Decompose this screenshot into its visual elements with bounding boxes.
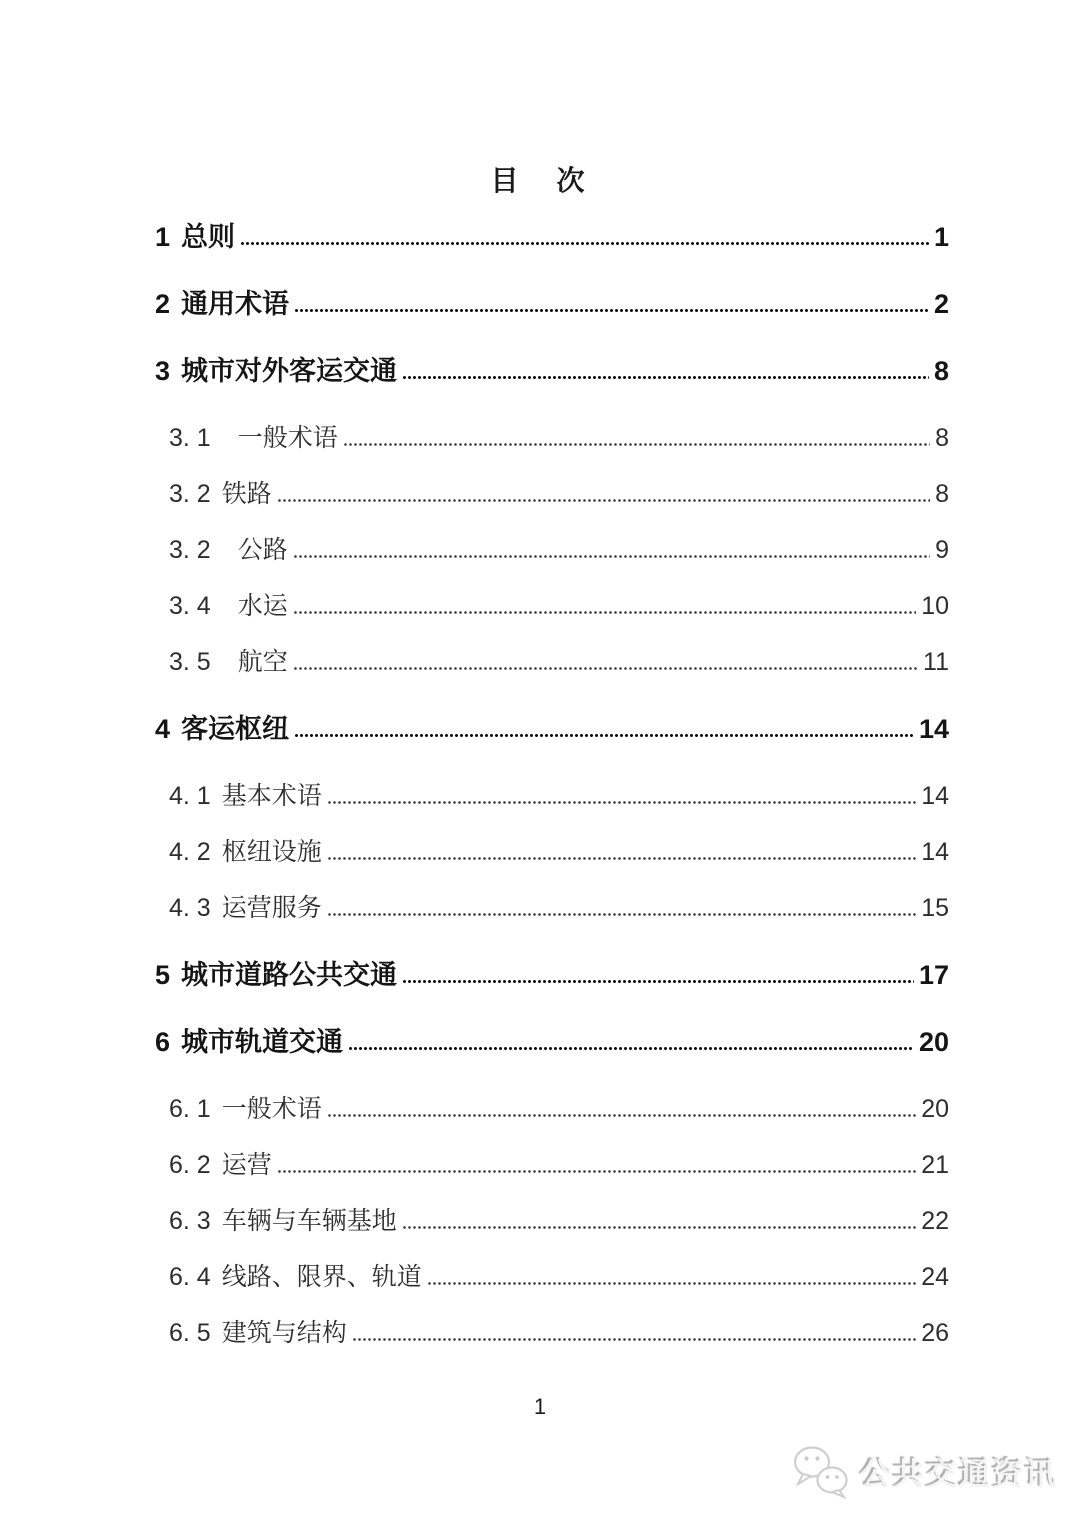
toc-entry <box>155 1150 949 1180</box>
toc-entry-number: 3. 2 <box>169 480 211 508</box>
toc-entry-number: 6. 1 <box>169 1095 211 1123</box>
toc-entry-page: 8 <box>933 356 949 386</box>
toc-entry <box>155 960 949 990</box>
toc-entry-page: 20 <box>921 1095 949 1123</box>
toc-entry-number: 3. 5 <box>169 648 211 676</box>
toc-entry-number: 3 <box>155 356 171 386</box>
toc-entry <box>155 781 949 811</box>
toc-entry <box>155 1027 949 1057</box>
toc-entry <box>155 356 949 386</box>
toc-entry-number: 6. 2 <box>169 1151 211 1179</box>
toc-entry <box>155 893 949 923</box>
toc-entry <box>155 1094 949 1124</box>
dot-leader <box>294 555 930 558</box>
toc-entry-number: 6. 5 <box>169 1319 211 1347</box>
toc-entry-title: 城市对外客运交通 <box>181 356 398 386</box>
toc-entry-number: 4 <box>155 714 171 744</box>
toc-entry-page: 8 <box>935 480 949 508</box>
toc-entry-page: 9 <box>935 536 949 564</box>
toc-entry-title: 运营 <box>221 1151 272 1179</box>
toc-entry-page: 22 <box>921 1207 949 1235</box>
toc-entry-number: 6. 4 <box>169 1263 211 1291</box>
toc-entry-number: 4. 2 <box>169 838 211 866</box>
toc-entry <box>155 714 949 744</box>
dot-leader <box>241 242 929 245</box>
toc-entry-title: 公路 <box>237 536 288 564</box>
toc-entry-number: 6 <box>155 1027 171 1057</box>
toc-entry-title: 一般术语 <box>237 424 338 452</box>
toc-entry-number: 3. 1 <box>169 424 211 452</box>
toc-entry-title: 一般术语 <box>221 1095 322 1123</box>
watermark <box>790 1443 1058 1499</box>
toc-entry-title: 客运枢纽 <box>181 714 290 744</box>
dot-leader <box>295 309 929 312</box>
toc-entry-number: 3. 2 <box>169 536 211 564</box>
toc-entry <box>155 535 949 565</box>
toc-entry-page: 11 <box>923 648 949 676</box>
toc-entry-title: 枢纽设施 <box>221 838 322 866</box>
dot-leader <box>353 1338 916 1341</box>
toc-entry-title: 车辆与车辆基地 <box>221 1207 397 1235</box>
dot-leader <box>278 1170 916 1173</box>
toc-entry-page: 20 <box>918 1027 949 1057</box>
dot-leader <box>328 857 916 860</box>
toc-entry <box>155 423 949 453</box>
page-title: 目 次 <box>490 165 590 196</box>
dot-leader <box>294 611 916 614</box>
toc-entry-page: 24 <box>921 1263 949 1291</box>
toc-entry-title: 线路、限界、轨道 <box>221 1263 422 1291</box>
toc-entry-title: 铁路 <box>221 480 272 508</box>
toc-entry-title: 水运 <box>237 592 288 620</box>
toc-entry-page: 14 <box>921 838 949 866</box>
toc-entry-page: 10 <box>921 592 949 620</box>
toc-entry <box>155 1318 949 1348</box>
toc-entry-page: 8 <box>935 424 949 452</box>
table-of-contents <box>155 222 949 1374</box>
toc-entry-page: 15 <box>921 894 949 922</box>
toc-entry-title: 建筑与结构 <box>221 1319 347 1347</box>
toc-entry-page: 1 <box>933 222 949 252</box>
dot-leader <box>294 667 918 670</box>
toc-entry <box>155 479 949 509</box>
dot-leader <box>403 980 914 983</box>
toc-entry-title: 通用术语 <box>181 289 290 319</box>
toc-entry-number: 4. 1 <box>169 782 211 810</box>
toc-entry-number: 3. 4 <box>169 592 211 620</box>
toc-entry <box>155 837 949 867</box>
toc-entry-page: 14 <box>918 714 949 744</box>
dot-leader <box>328 1114 916 1117</box>
toc-entry-number: 4. 3 <box>169 894 211 922</box>
dot-leader <box>428 1282 916 1285</box>
toc-entry-page: 2 <box>933 289 949 319</box>
toc-entry <box>155 591 949 621</box>
dot-leader <box>328 801 916 804</box>
toc-entry-page: 21 <box>921 1151 949 1179</box>
watermark-label: 公共交通资讯 <box>860 1456 1058 1492</box>
dot-leader <box>295 734 914 737</box>
toc-entry-number: 1 <box>155 222 171 252</box>
toc-entry <box>155 289 949 319</box>
toc-entry <box>155 222 949 252</box>
dot-leader <box>349 1047 914 1050</box>
toc-entry-title: 航空 <box>237 648 288 676</box>
toc-entry-page: 17 <box>918 960 949 990</box>
dot-leader <box>328 913 916 916</box>
dot-leader <box>403 376 929 379</box>
toc-entry-title: 基本术语 <box>221 782 322 810</box>
toc-entry-page: 14 <box>921 782 949 810</box>
toc-entry-number: 2 <box>155 289 171 319</box>
toc-entry-number: 6. 3 <box>169 1207 211 1235</box>
toc-entry-title: 城市道路公共交通 <box>181 960 398 990</box>
dot-leader <box>278 499 930 502</box>
toc-entry-page: 26 <box>921 1319 949 1347</box>
footer-page-number: 1 <box>533 1394 547 1419</box>
toc-entry-title: 运营服务 <box>221 894 322 922</box>
toc-entry-number: 5 <box>155 960 171 990</box>
toc-entry <box>155 647 949 677</box>
toc-entry-title: 城市轨道交通 <box>181 1027 344 1057</box>
toc-entry-title: 总则 <box>181 222 236 252</box>
toc-entry <box>155 1206 949 1236</box>
dot-leader <box>403 1226 916 1229</box>
dot-leader <box>344 443 930 446</box>
wechat-icon <box>790 1443 852 1499</box>
toc-entry <box>155 1262 949 1292</box>
